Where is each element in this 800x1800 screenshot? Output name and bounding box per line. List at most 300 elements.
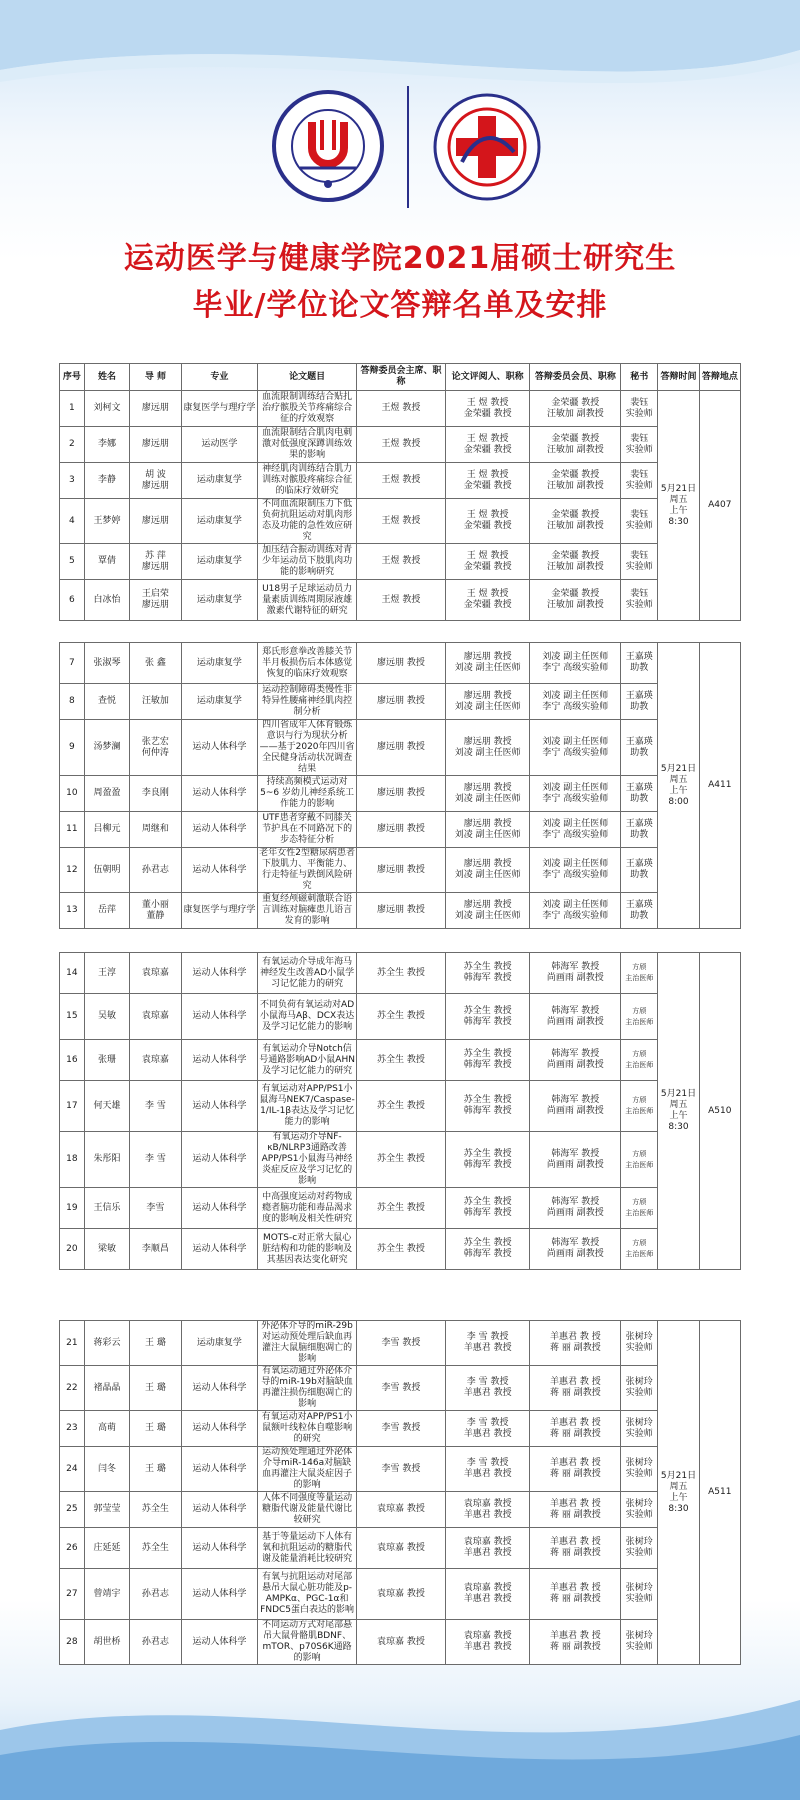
cell-major: 康复医学与理疗学 — [181, 893, 257, 929]
cell-advisor: 廖远朋 — [130, 391, 182, 427]
table-row — [60, 1081, 741, 1132]
cell-title: 不同血流限制压力下低负荷抗阻运动对肌肉形态及功能的急性效应研究 — [258, 499, 357, 544]
cell-advisor: 李 雪 — [130, 1081, 182, 1132]
table-row — [60, 1040, 741, 1081]
cell-name: 梁敏 — [84, 1229, 129, 1270]
cell-major: 运动康复学 — [181, 580, 257, 621]
cell-title: 重复经颅磁刺激联合语言训练对脑瘫患儿语言发育的影响 — [258, 893, 357, 929]
cell-major: 运动康复学 — [181, 1321, 257, 1366]
cell-advisor: 廖远朋 — [130, 427, 182, 463]
cell-secretary: 张树玲 实验师 — [621, 1620, 658, 1665]
cell-secretary: 方颀 主治医师 — [621, 1081, 658, 1132]
cell-name: 吴敏 — [84, 994, 129, 1040]
cell-advisor: 王启荣 廖远朋 — [130, 580, 182, 621]
table-row — [60, 1366, 741, 1411]
cell-reviewers: 李 雪 教授 羊惠君 教授 — [445, 1411, 530, 1447]
cell-no: 4 — [60, 499, 85, 544]
cell-name: 伍朝明 — [84, 848, 129, 893]
cell-title: 加压结合振动训练对青少年运动员下肢肌肉功能的影响研究 — [258, 544, 357, 580]
cell-no: 21 — [60, 1321, 85, 1366]
cell-no: 17 — [60, 1081, 85, 1132]
cell-title: 郑氏形意拳改善膝关节半月板损伤后本体感觉恢复的临床疗效观察 — [258, 643, 357, 684]
cell-reviewers: 苏全生 教授 韩海军 教授 — [445, 953, 530, 994]
cell-name: 张淑琴 — [84, 643, 129, 684]
cell-chair: 李雪 教授 — [357, 1411, 446, 1447]
cell-no: 27 — [60, 1569, 85, 1620]
school-of-sports-medicine-logo — [432, 92, 542, 202]
cell-name: 王梦婷 — [84, 499, 129, 544]
cell-advisor: 苏 萍 廖远朋 — [130, 544, 182, 580]
cell-no: 8 — [60, 684, 85, 720]
table-row — [60, 1569, 741, 1620]
table-row — [60, 1411, 741, 1447]
cell-chair: 苏全生 教授 — [357, 1188, 446, 1229]
cell-title: 有氧运动介导NF-κB/NLRP3通路改善APP/PS1小鼠海马神经炎症反应及学习记忆的影响 — [258, 1132, 357, 1188]
cell-advisor: 袁琼嘉 — [130, 994, 182, 1040]
cell-reviewers: 廖远朋 教授 刘凌 副主任医师 — [445, 812, 530, 848]
cell-members: 金荣疆 教授 汪敏加 副教授 — [530, 544, 621, 580]
cell-reviewers: 袁琼嘉 教授 羊惠君 教授 — [445, 1620, 530, 1665]
cell-secretary: 王嘉瑛 助教 — [621, 720, 658, 776]
cell-secretary: 王嘉瑛 助教 — [621, 812, 658, 848]
cell-no: 11 — [60, 812, 85, 848]
cell-members: 刘凌 副主任医师 李宁 高级实验师 — [530, 893, 621, 929]
cell-reviewers: 袁琼嘉 教授 羊惠君 教授 — [445, 1528, 530, 1569]
cell-reviewers: 苏全生 教授 韩海军 教授 — [445, 1081, 530, 1132]
cell-advisor: 李良刚 — [130, 776, 182, 812]
cell-members: 羊惠君 教 授 蒋 丽 副教授 — [530, 1411, 621, 1447]
cell-secretary: 裴钰 实验师 — [621, 580, 658, 621]
cell-major: 运动人体科学 — [181, 720, 257, 776]
table-row — [60, 1620, 741, 1665]
cell-reviewers: 廖远朋 教授 刘凌 副主任医师 — [445, 776, 530, 812]
cell-major: 运动人体科学 — [181, 1620, 257, 1665]
cell-defense-time: 5月21日 周五 上午 8:30 — [658, 1321, 699, 1665]
cell-advisor: 周继和 — [130, 812, 182, 848]
cell-major: 运动康复学 — [181, 544, 257, 580]
cell-major: 运动人体科学 — [181, 776, 257, 812]
cell-reviewers: 王 煜 教授 金荣疆 教授 — [445, 391, 530, 427]
cell-major: 运动医学 — [181, 427, 257, 463]
cell-chair: 苏全生 教授 — [357, 1040, 446, 1081]
cell-title: 有氧运动对APP/PS1小鼠海马NEK7/Caspase-1/IL-1β表达及学习记忆能力的影响 — [258, 1081, 357, 1132]
chengdu-sport-university-logo — [272, 90, 384, 202]
cell-major: 康复医学与理疗学 — [181, 391, 257, 427]
cell-chair: 李雪 教授 — [357, 1366, 446, 1411]
cell-advisor: 王 璐 — [130, 1447, 182, 1492]
cell-secretary: 王嘉瑛 助教 — [621, 643, 658, 684]
cell-advisor: 董小丽 董静 — [130, 893, 182, 929]
cell-secretary: 张树玲 实验师 — [621, 1321, 658, 1366]
defense-table-group-1 — [59, 363, 741, 621]
cell-title: 基于等量运动下人体有氧和抗阻运动的糖脂代谢及能量消耗比较研究 — [258, 1528, 357, 1569]
cell-reviewers: 苏全生 教授 韩海军 教授 — [445, 1040, 530, 1081]
cell-chair: 李雪 教授 — [357, 1321, 446, 1366]
cell-secretary: 裴钰 实验师 — [621, 499, 658, 544]
table-row — [60, 1132, 741, 1188]
cell-members: 刘凌 副主任医师 李宁 高级实验师 — [530, 812, 621, 848]
cell-reviewers: 廖远朋 教授 刘凌 副主任医师 — [445, 893, 530, 929]
cell-chair: 廖远朋 教授 — [357, 893, 446, 929]
column-header: 专业 — [181, 364, 257, 391]
table-row — [60, 848, 741, 893]
cell-no: 2 — [60, 427, 85, 463]
table-row — [60, 1188, 741, 1229]
cell-members: 金荣疆 教授 汪敏加 副教授 — [530, 580, 621, 621]
cell-no: 7 — [60, 643, 85, 684]
cell-chair: 王煜 教授 — [357, 391, 446, 427]
cell-name: 何天雄 — [84, 1081, 129, 1132]
cell-name: 查悦 — [84, 684, 129, 720]
cell-name: 刘柯文 — [84, 391, 129, 427]
cell-no: 19 — [60, 1188, 85, 1229]
cell-reviewers: 王 煜 教授 金荣疆 教授 — [445, 499, 530, 544]
cell-defense-time: 5月21日 周五 上午 8:30 — [658, 391, 699, 621]
cell-secretary: 张树玲 实验师 — [621, 1492, 658, 1528]
cell-no: 28 — [60, 1620, 85, 1665]
cell-secretary: 方颀 主治医师 — [621, 1229, 658, 1270]
logo-divider — [407, 86, 409, 208]
cell-name: 闫冬 — [84, 1447, 129, 1492]
cell-major: 运动康复学 — [181, 463, 257, 499]
cell-chair: 苏全生 教授 — [357, 1132, 446, 1188]
cell-secretary: 裴钰 实验师 — [621, 427, 658, 463]
cell-secretary: 王嘉瑛 助教 — [621, 893, 658, 929]
table-row — [60, 427, 741, 463]
cell-title: 血流限制训练结合贴扎治疗髌股关节疼痛综合征的疗效观察 — [258, 391, 357, 427]
cell-chair: 廖远朋 教授 — [357, 643, 446, 684]
cell-secretary: 方颀 主治医师 — [621, 953, 658, 994]
cell-name: 李娜 — [84, 427, 129, 463]
cell-advisor: 廖远朋 — [130, 499, 182, 544]
cell-secretary: 方颀 主治医师 — [621, 1188, 658, 1229]
cell-title: 老年女性2型糖尿病患者下肢肌力、平衡能力、行走特征与跌倒风险研究 — [259, 848, 355, 891]
cell-advisor: 汪敏加 — [130, 684, 182, 720]
cell-title: 运动控制障碍类慢性非特异性腰痛神经肌肉控制分析 — [258, 684, 357, 720]
cell-chair: 袁琼嘉 教授 — [357, 1528, 446, 1569]
table-row — [60, 499, 741, 544]
cell-chair: 袁琼嘉 教授 — [357, 1492, 446, 1528]
cell-reviewers: 李 雪 教授 羊惠君 教授 — [445, 1321, 530, 1366]
cell-advisor: 张 鑫 — [130, 643, 182, 684]
cell-secretary: 方颀 主治医师 — [621, 1132, 658, 1188]
cell-chair: 王煜 教授 — [357, 499, 446, 544]
cell-reviewers: 苏全生 教授 韩海军 教授 — [445, 1229, 530, 1270]
cell-secretary: 张树玲 实验师 — [621, 1411, 658, 1447]
cell-members: 羊惠君 教 授 蒋 丽 副教授 — [530, 1366, 621, 1411]
cell-reviewers: 廖远朋 教授 刘凌 副主任医师 — [445, 720, 530, 776]
cell-reviewers: 袁琼嘉 教授 羊惠君 教授 — [445, 1569, 530, 1620]
cell-name: 李静 — [84, 463, 129, 499]
cell-major: 运动人体科学 — [181, 1569, 257, 1620]
cell-major: 运动人体科学 — [181, 848, 257, 893]
cell-name: 汤梦澜 — [84, 720, 129, 776]
cell-reviewers: 王 煜 教授 金荣疆 教授 — [445, 544, 530, 580]
cell-members: 羊惠君 教 授 蒋 丽 副教授 — [530, 1620, 621, 1665]
table-row — [60, 463, 741, 499]
table-row — [60, 1447, 741, 1492]
cell-no: 22 — [60, 1366, 85, 1411]
cell-members: 韩海军 教授 尚画雨 副教授 — [530, 1229, 621, 1270]
page-title-line-1: 运动医学与健康学院2021届硕士研究生 — [123, 241, 677, 276]
cell-chair: 苏全生 教授 — [357, 953, 446, 994]
cell-major: 运动康复学 — [181, 499, 257, 544]
cell-members: 刘凌 副主任医师 李宁 高级实验师 — [530, 643, 621, 684]
cell-defense-place: A511 — [699, 1321, 740, 1665]
cell-major: 运动人体科学 — [181, 1188, 257, 1229]
defense-table-group-3 — [59, 952, 741, 1270]
cell-major: 运动人体科学 — [181, 1229, 257, 1270]
cell-members: 韩海军 教授 尚画雨 副教授 — [530, 1040, 621, 1081]
cell-title: 有氧运动介导Notch信号通路影响AD小鼠AHN及学习记忆能力的研究 — [258, 1040, 357, 1081]
column-header: 论文题目 — [258, 364, 357, 391]
table-row — [60, 544, 741, 580]
table-header-row — [60, 364, 741, 391]
cell-title: UTF患者穿戴不同膝关节护具在不同路况下的步态特征分析 — [258, 812, 357, 848]
cell-title: 持续高频模式运动对5~6 岁幼儿神经系统工作能力的影响 — [258, 776, 357, 812]
cell-title: 运动预处理通过外泌体介导miR-146a对脑缺血再灌注大鼠炎症因子的影响 — [258, 1447, 357, 1492]
cell-advisor: 王 璐 — [130, 1321, 182, 1366]
table-row — [60, 994, 741, 1040]
column-header: 答辩委员会员、职称 — [530, 364, 621, 391]
cell-advisor: 孙君志 — [130, 1620, 182, 1665]
cell-chair: 王煜 教授 — [357, 580, 446, 621]
cell-chair: 王煜 教授 — [357, 463, 446, 499]
cell-secretary: 王嘉瑛 助教 — [621, 684, 658, 720]
cell-major: 运动人体科学 — [181, 1132, 257, 1188]
cell-secretary: 张树玲 实验师 — [621, 1447, 658, 1492]
cell-advisor: 李 雪 — [130, 1132, 182, 1188]
defense-table-group-4 — [59, 1320, 741, 1665]
cell-chair: 李雪 教授 — [357, 1447, 446, 1492]
cell-title: 不同运动方式对尾部悬吊大鼠骨骼肌BDNF、mTOR、p70S6K通路的影响 — [258, 1620, 357, 1665]
cell-name: 朱彤阳 — [84, 1132, 129, 1188]
table-row — [60, 776, 741, 812]
cell-name: 高萌 — [84, 1411, 129, 1447]
cell-name: 胡世桥 — [84, 1620, 129, 1665]
cell-secretary: 裴钰 实验师 — [621, 544, 658, 580]
cell-members: 金荣疆 教授 汪敏加 副教授 — [530, 499, 621, 544]
cell-reviewers: 廖远朋 教授 刘凌 副主任医师 — [445, 684, 530, 720]
cell-no: 25 — [60, 1492, 85, 1528]
cell-reviewers: 李 雪 教授 羊惠君 教授 — [445, 1366, 530, 1411]
cell-chair: 廖远朋 教授 — [357, 720, 446, 776]
cell-title: 人体不同强度等量运动糖脂代谢及能量代谢比较研究 — [258, 1492, 357, 1528]
table-row — [60, 812, 741, 848]
cell-members: 刘凌 副主任医师 李宁 高级实验师 — [530, 848, 621, 893]
cell-advisor: 王 璐 — [130, 1411, 182, 1447]
cell-members: 金荣疆 教授 汪敏加 副教授 — [530, 463, 621, 499]
cell-secretary: 方颀 主治医师 — [621, 994, 658, 1040]
cell-members: 金荣疆 教授 汪敏加 副教授 — [530, 427, 621, 463]
cell-defense-place: A407 — [699, 391, 740, 621]
cell-title: 外泌体介导的miR-29b对运动预处理后缺血再灌注大鼠脑细胞凋亡的影响 — [258, 1321, 357, 1366]
cell-name: 覃倩 — [84, 544, 129, 580]
cell-major: 运动人体科学 — [181, 953, 257, 994]
table-row — [60, 1229, 741, 1270]
cell-no: 3 — [60, 463, 85, 499]
cell-major: 运动人体科学 — [181, 1492, 257, 1528]
cell-advisor: 苏全生 — [130, 1528, 182, 1569]
cell-reviewers: 廖远朋 教授 刘凌 副主任医师 — [445, 643, 530, 684]
cell-advisor: 李雪 — [130, 1188, 182, 1229]
cell-reviewers: 李 雪 教授 羊惠君 教授 — [445, 1447, 530, 1492]
cell-reviewers: 廖远朋 教授 刘凌 副主任医师 — [445, 848, 530, 893]
cell-members: 韩海军 教授 尚画雨 副教授 — [530, 1081, 621, 1132]
cell-major: 运动人体科学 — [181, 1081, 257, 1132]
column-header: 答辩时间 — [658, 364, 699, 391]
cell-major: 运动人体科学 — [181, 812, 257, 848]
cell-chair: 苏全生 教授 — [357, 994, 446, 1040]
cell-advisor: 孙君志 — [130, 848, 182, 893]
cell-advisor: 李顺昌 — [130, 1229, 182, 1270]
column-header: 答辩委员会主席、职称 — [357, 364, 446, 391]
cell-advisor: 张艺宏 何仲涛 — [130, 720, 182, 776]
cell-defense-time: 5月21日 周五 上午 8:00 — [658, 643, 699, 929]
table-row — [60, 684, 741, 720]
cell-title: 有氧运动通过外泌体介导的miR-19b对脑缺血再灌注损伤细胞凋亡的影响 — [258, 1366, 357, 1411]
cell-name: 曾靖宇 — [84, 1569, 129, 1620]
cell-major: 运动人体科学 — [181, 1366, 257, 1411]
cell-no: 5 — [60, 544, 85, 580]
cell-members: 羊惠君 教 授 蒋 丽 副教授 — [530, 1492, 621, 1528]
cell-title: 血流限制结合肌肉电刺激对低强度深蹲训练效果的影响 — [258, 427, 357, 463]
cell-members: 韩海军 教授 尚画雨 副教授 — [530, 1132, 621, 1188]
cell-members: 羊惠君 教 授 蒋 丽 副教授 — [530, 1321, 621, 1366]
cell-chair: 苏全生 教授 — [357, 1229, 446, 1270]
cell-name: 岳萍 — [84, 893, 129, 929]
table-row — [60, 643, 741, 684]
cell-name: 蒋彩云 — [84, 1321, 129, 1366]
cell-title: 中高强度运动对药物成瘾者脑功能和毒品渴求度的影响及相关性研究 — [258, 1188, 357, 1229]
cell-name: 王淳 — [84, 953, 129, 994]
cell-members: 刘凌 副主任医师 李宁 高级实验师 — [530, 720, 621, 776]
cell-members: 羊惠君 教 授 蒋 丽 副教授 — [530, 1569, 621, 1620]
cell-reviewers: 苏全生 教授 韩海军 教授 — [445, 994, 530, 1040]
cell-secretary: 裴钰 实验师 — [621, 463, 658, 499]
table-row — [60, 1492, 741, 1528]
logo-header — [0, 78, 800, 218]
cell-major: 运动康复学 — [181, 684, 257, 720]
cell-title: 四川省成年人体育锻炼意识与行为现状分析——基于2020年四川省全民健身活动状况调查结果 — [258, 720, 357, 776]
cell-no: 9 — [60, 720, 85, 776]
cell-no: 16 — [60, 1040, 85, 1081]
cell-no: 20 — [60, 1229, 85, 1270]
table-row — [60, 1321, 741, 1366]
cell-secretary: 张树玲 实验师 — [621, 1528, 658, 1569]
cell-name: 吕柳元 — [84, 812, 129, 848]
cell-advisor: 袁琼嘉 — [130, 953, 182, 994]
defense-table-group-2 — [59, 642, 741, 929]
cell-no: 26 — [60, 1528, 85, 1569]
table-row — [60, 1528, 741, 1569]
cell-title: 不同负荷有氧运动对AD小鼠海马Aβ、DCX表达及学习记忆能力的影响 — [258, 994, 357, 1040]
cell-defense-place: A510 — [699, 953, 740, 1270]
cell-secretary: 王嘉瑛 助教 — [621, 848, 658, 893]
cell-title: 有氧运动对APP/PS1小鼠额叶线粒体自噬影响的研究 — [258, 1411, 357, 1447]
cell-members: 羊惠君 教 授 蒋 丽 副教授 — [530, 1447, 621, 1492]
cell-no: 1 — [60, 391, 85, 427]
cell-name: 周盈盈 — [84, 776, 129, 812]
table-row — [60, 893, 741, 929]
table-row — [60, 580, 741, 621]
cell-no: 10 — [60, 776, 85, 812]
cell-secretary: 王嘉瑛 助教 — [621, 776, 658, 812]
cell-chair: 王煜 教授 — [357, 544, 446, 580]
cell-advisor: 胡 波 廖远朋 — [130, 463, 182, 499]
cell-members: 刘凌 副主任医师 李宁 高级实验师 — [530, 776, 621, 812]
cell-advisor: 孙君志 — [130, 1569, 182, 1620]
cell-members: 羊惠君 教 授 蒋 丽 副教授 — [530, 1528, 621, 1569]
cell-title: U18男子足球运动员力量素质训练周期尿液雄激素代谢特征的研究 — [258, 580, 357, 621]
cell-no: 13 — [60, 893, 85, 929]
cell-name: 张珊 — [84, 1040, 129, 1081]
cell-reviewers: 袁琼嘉 教授 羊惠君 教授 — [445, 1492, 530, 1528]
cell-members: 韩海军 教授 尚画雨 副教授 — [530, 953, 621, 994]
cell-no: 23 — [60, 1411, 85, 1447]
cell-members: 韩海军 教授 尚画雨 副教授 — [530, 994, 621, 1040]
cell-chair: 廖远朋 教授 — [357, 684, 446, 720]
cell-name: 庄延延 — [84, 1528, 129, 1569]
cell-no: 12 — [60, 848, 85, 893]
bottom-wave-decoration — [0, 1660, 800, 1800]
cell-no: 15 — [60, 994, 85, 1040]
cell-advisor: 王 璐 — [130, 1366, 182, 1411]
cell-no: 6 — [60, 580, 85, 621]
cell-chair: 廖远朋 教授 — [357, 812, 446, 848]
cell-name: 白冰怡 — [84, 580, 129, 621]
cell-name: 褚晶晶 — [84, 1366, 129, 1411]
cell-name: 王信乐 — [84, 1188, 129, 1229]
cell-chair: 袁琼嘉 教授 — [357, 1569, 446, 1620]
cell-no: 14 — [60, 953, 85, 994]
cell-advisor: 苏全生 — [130, 1492, 182, 1528]
cell-reviewers: 王 煜 教授 金荣疆 教授 — [445, 427, 530, 463]
cell-reviewers: 苏全生 教授 韩海军 教授 — [445, 1132, 530, 1188]
cell-reviewers: 王 煜 教授 金荣疆 教授 — [445, 463, 530, 499]
column-header: 姓名 — [84, 364, 129, 391]
cell-secretary: 裴钰 实验师 — [621, 391, 658, 427]
cell-members: 韩海军 教授 尚画雨 副教授 — [530, 1188, 621, 1229]
cell-major: 运动人体科学 — [181, 1447, 257, 1492]
page-title-line-2: 毕业/学位论文答辩名单及安排 — [192, 288, 608, 323]
cell-advisor: 袁琼嘉 — [130, 1040, 182, 1081]
cell-chair: 王煜 教授 — [357, 427, 446, 463]
cell-members: 金荣疆 教授 汪敏加 副教授 — [530, 391, 621, 427]
cell-chair: 苏全生 教授 — [357, 1081, 446, 1132]
cell-defense-time: 5月21日 周五 上午 8:30 — [658, 953, 699, 1270]
table-row — [60, 720, 741, 776]
cell-chair: 袁琼嘉 教授 — [357, 1620, 446, 1665]
cell-title: 神经肌肉训练结合肌力训练对髌股疼痛综合征的临床疗效研究 — [258, 463, 357, 499]
cell-major: 运动人体科学 — [181, 1411, 257, 1447]
column-header: 导 师 — [130, 364, 182, 391]
cell-no: 18 — [60, 1132, 85, 1188]
cell-title: 有氧与抗阻运动对尾部悬吊大鼠心脏功能及p-AMPKα、PGC-1α和FNDC5蛋白表达的影响 — [258, 1569, 357, 1620]
table-row — [60, 953, 741, 994]
cell-defense-place: A411 — [699, 643, 740, 929]
cell-chair: 廖远朋 教授 — [357, 848, 446, 893]
cell-no: 24 — [60, 1447, 85, 1492]
column-header: 秘书 — [621, 364, 658, 391]
cell-members: 刘凌 副主任医师 李宁 高级实验师 — [530, 684, 621, 720]
cell-secretary: 张树玲 实验师 — [621, 1366, 658, 1411]
cell-title: 有氧运动介导成年海马神经发生改善AD小鼠学习记忆能力的研究 — [258, 953, 357, 994]
cell-secretary: 方颀 主治医师 — [621, 1040, 658, 1081]
cell-secretary: 张树玲 实验师 — [621, 1569, 658, 1620]
cell-name: 郭莹莹 — [84, 1492, 129, 1528]
cell-major: 运动人体科学 — [181, 994, 257, 1040]
